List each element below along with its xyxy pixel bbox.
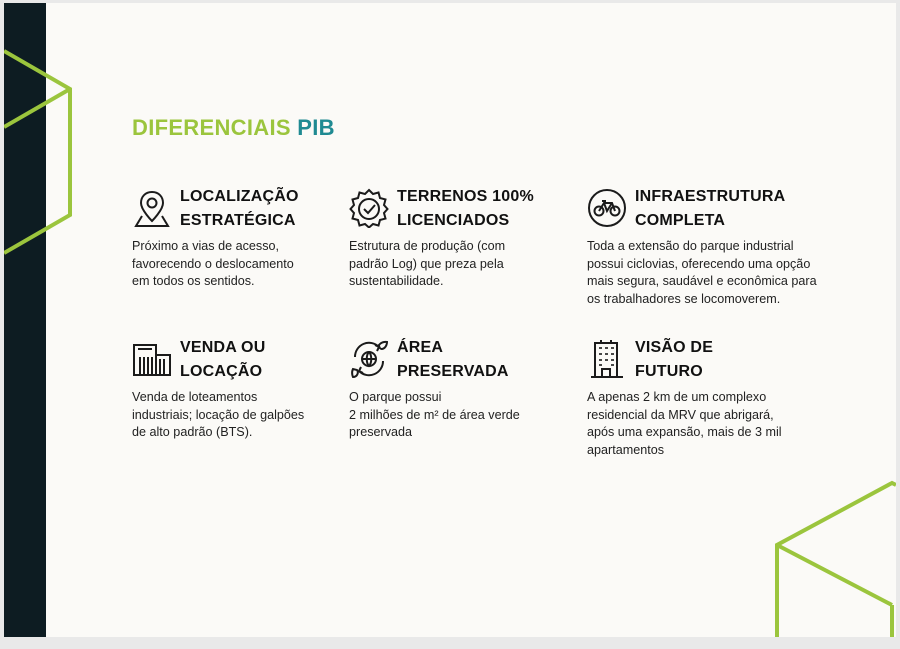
feature-description: Estrutura de produção (com padrão Log) que preza pela sustentabilidade. xyxy=(349,239,506,288)
feature-heading: VENDA OU LOCAÇÃO xyxy=(180,339,266,380)
feature-description: Toda a extensão do parque industrial possui ciclovias, oferecendo uma opção mais segura, saudável e econômica para os trabalhadores se locomoverem. xyxy=(587,239,817,306)
eco-globe-icon xyxy=(349,339,389,379)
map-pin-icon xyxy=(132,188,172,228)
bicycle-icon xyxy=(587,188,627,228)
feature-heading: TERRENOS 100% LICENCIADOS xyxy=(397,188,534,229)
feature-description: O parque possui 2 milhões de m² de área verde preservada xyxy=(349,390,520,439)
hexagon-decorations xyxy=(4,3,896,637)
feature-heading: VISÃO DE FUTURO xyxy=(635,339,714,380)
feature-description: A apenas 2 km de um complexo residencial da MRV que abrigará, após uma expansão, mais de 3 mil apartamentos xyxy=(587,390,782,457)
feature-heading: LOCALIZAÇÃO ESTRATÉGICA xyxy=(180,188,299,229)
title-part-2: PIB xyxy=(297,115,335,140)
hexagon-line-left xyxy=(4,89,70,127)
hexagon-line-right-1 xyxy=(777,545,892,605)
check-badge-icon xyxy=(349,188,389,228)
feature-heading: ÁREA PRESERVADA xyxy=(397,339,509,380)
hexagon-outline-right xyxy=(777,483,896,637)
warehouse-icon xyxy=(132,339,172,379)
building-icon xyxy=(587,339,627,379)
feature-description: Venda de loteamentos industriais; locação de galpões de alto padrão (BTS). xyxy=(132,390,305,439)
feature-description: Próximo a vias de acesso, favorecendo o deslocamento em todos os sentidos. xyxy=(132,239,294,288)
feature-heading: INFRAESTRUTURA COMPLETA xyxy=(635,188,786,229)
page-title xyxy=(132,115,335,141)
hexagon-outline-left xyxy=(4,51,70,253)
title-part-1: DIFERENCIAIS xyxy=(132,115,291,140)
slide-page xyxy=(4,3,896,637)
